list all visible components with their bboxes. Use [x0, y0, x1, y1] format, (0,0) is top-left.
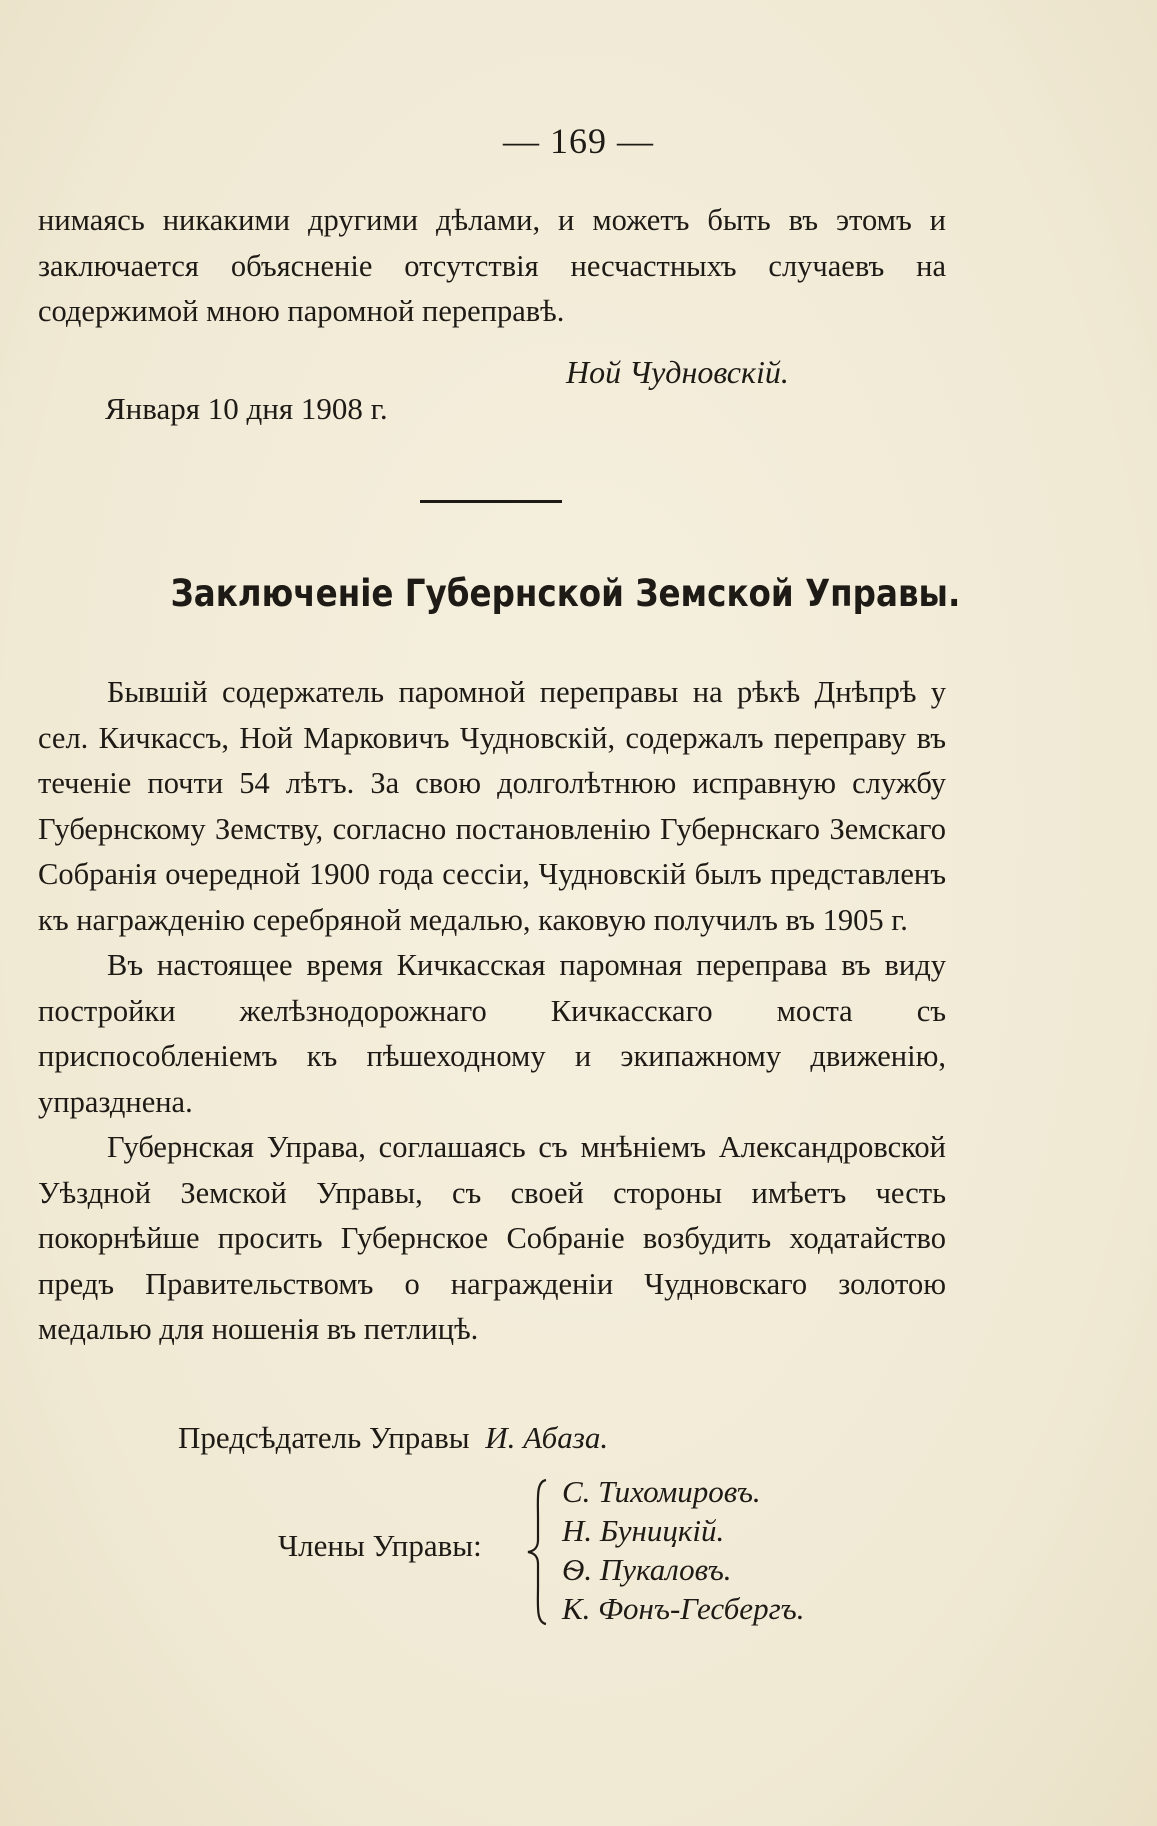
page-number: — 169 — — [503, 121, 654, 161]
members-label: Члены Управы: — [278, 1528, 482, 1563]
intro-paragraph — [38, 198, 946, 335]
paragraph-3: Губернская Управа, соглашаясь съ мнѣніемъ Александровской Уѣздной Земской Управы, съ своей стороны имѣетъ честь покорнѣйше просить Губернское Собраніе возбудить ходатайство предъ Правительствомъ о награжденіи Чудновскаго золотою медалью для ношенія въ петлицѣ. — [38, 1130, 946, 1346]
member-name: С. Тихомировъ. — [562, 1474, 761, 1509]
body-text — [38, 670, 946, 1353]
curly-brace-icon — [524, 1478, 554, 1626]
member-name: Н. Буницкій. — [562, 1513, 725, 1548]
members-list — [562, 1472, 805, 1628]
paragraph-2: Въ настоящее время Кичкасская паромная переправа въ виду постройки желѣзнодорожнаго Кичкасскаго моста съ приспособленіемъ къ пѣшеходному и экипажному движенію, упразднена. — [38, 948, 946, 1119]
section-heading: Заключеніе Губернской Земской Управы. — [170, 572, 961, 615]
member-name: К. Фонъ-Гесбергъ. — [562, 1591, 805, 1626]
member-name: Ѳ. Пукаловъ. — [562, 1552, 732, 1587]
section-divider — [420, 500, 562, 503]
signature: Ной Чудновскій. — [566, 354, 789, 390]
chairman-line — [178, 1420, 608, 1456]
chairman-label: Предсѣдатель Управы — [178, 1420, 470, 1455]
paragraph-1: Бывшій содержатель паромной переправы на рѣкѣ Днѣпрѣ у сел. Кичкассъ, Ной Марковичъ Чудновскій, содержалъ переправу въ теченіе почти 54 лѣтъ. За свою долголѣтнюю исправную службу Губернскому Земству, согласно постановленію Губернскаго Земскаго Собранія очередной 1900 года сессіи, Чудновскій былъ представленъ къ награжденію серебряной медалью, каковую получилъ въ 1905 г. — [38, 675, 946, 937]
chairman-name: И. Абаза. — [485, 1420, 609, 1455]
date-line: Января 10 дня 1908 г. — [105, 391, 388, 426]
intro-text: нимаясь никакими другими дѣлами, и можетъ быть въ этомъ и заключается объясненіе отсутствія несчастныхъ случаевъ на содержимой мною паромной переправѣ. — [38, 203, 946, 328]
